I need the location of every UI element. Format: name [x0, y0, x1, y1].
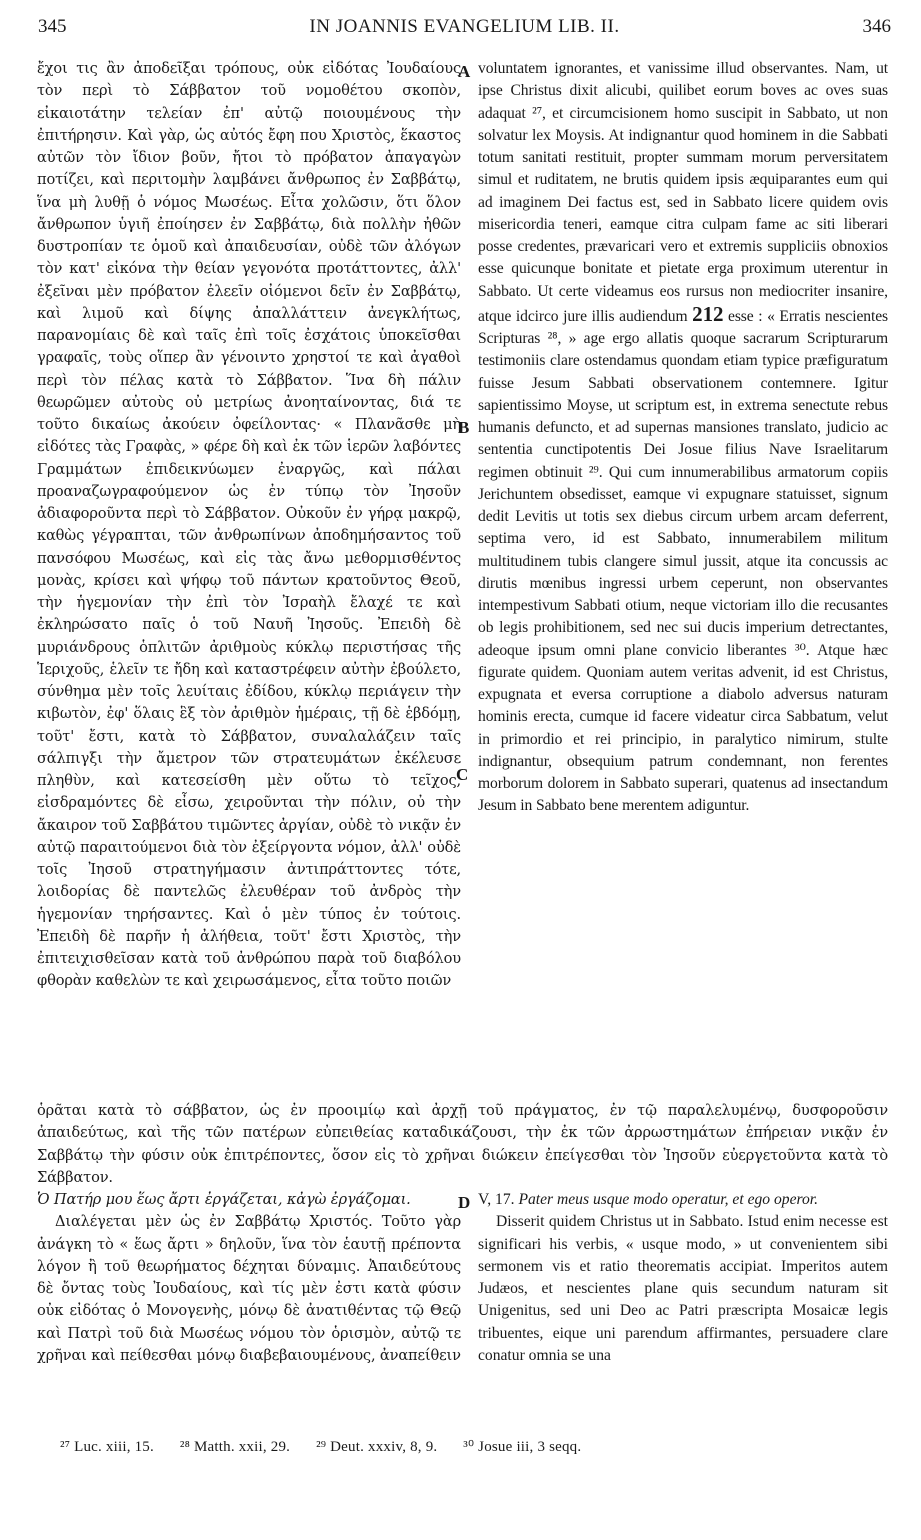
- page-number-left: 345: [38, 16, 67, 37]
- latin-text-lower: Disserit quidem Christus ut in Sabbato. Istud enim necesse est significari his verbis, « usque modo, » ut convenientem sibi sermonem vis et ratio theorematis accipiat. Imperitos autem Judæos, et nescientes plane quis secundum naturam sit Unigenitus, sed uni Deo ac Patri præscripta Mosaicæ legis tribuentes, eique uni parendum affirmantes, persuadere clare conatur omnia se una: [478, 1213, 888, 1364]
- latin-column-lower: [478, 1189, 888, 1367]
- greek-column-lower: [37, 1189, 461, 1367]
- latin-text-upper: [478, 58, 888, 818]
- greek-column-upper: [37, 58, 461, 1098]
- running-title: IN JOANNIS EVANGELIUM LIB. II.: [309, 16, 620, 37]
- margin-letter-c: C: [456, 765, 469, 784]
- latin-lemma-ref: V, 17.: [478, 1191, 515, 1208]
- margin-letter-d: D: [458, 1193, 471, 1212]
- footnotes: [60, 1437, 603, 1456]
- footnote-29: ²⁹ Deut. xxxiv, 8, 9.: [316, 1439, 438, 1455]
- greek-lemma: Ὁ Πατήρ μου ἕως ἄρτι ἐργάζεται, κἀγὼ ἐργάζομαι.: [37, 1191, 411, 1208]
- column-number: 212: [692, 301, 724, 326]
- greek-text-upper: ἔχοι τις ἂν ἀποδεῖξαι τρόπους, οὐκ εἰδότας Ἰουδαίους τὸν περὶ τὸ Σάββατον τοῦ νομοθέτου σκοπὸν, εἰκαιοτάτην τελείαν ἐπ' αὐτῷ ποιουμένους τὴν ἐπιτήρησιν. Καὶ γὰρ, ὡς αὐτός ἔφη που Χριστὸς, ἕκαστος αὐτῶν τὸν ἴδιον βοῦν, ἤτοι τὸ πρόβατον ἀπαγαγὼν ποτίζει, καὶ περιτομὴν λαμβάνει ἄνθρωπος ἐν Σαββάτῳ, ἵνα μὴ λυθῇ ὁ νόμος Μωσέως. Εἶτα χολῶσιν, ὅτι ὅλον ἄνθρωπον ὑγιῆ ἐποίησεν ἐν Σαββάτῳ, διὰ πολλὴν ἠθῶν δυστροπίαν τε ὁμοῦ καὶ ἀπαιδευσίαν, οὐδὲ τῶν ἀλόγων τὸν κατ' εἰκόνα τὴν θείαν γεγονότα προτάττοντες, ἀλλ' ἐξεῖναι μὲν πρόβατον ἐλεεῖν οἰόμενοι δεῖν ἐν Σαββάτῳ, καὶ λιμοῦ καὶ δίψης ἀπαλλάττειν ἀνεγκλήτως, παρανομίαις δὲ καὶ ταῖς ἐπὶ τοῖς ἐσχάτοις ὑποκεῖσθαι γραφαῖς, τοὺς οἵπερ ἂν γένοιντο χρηστοί τε καὶ ἀγαθοὶ περὶ τὸν πέλας κατὰ τὸ Σάββατον. Ἵνα δὴ πάλιν θεωρῶμεν αὐτοὺς οὐ μετρίως ἀνοηταίνοντας, διά τε τοῦτο δικαίως ἀκούειν ὀφείλοντας· « Πλανᾶσθε μὴ εἰδότες τὰς Γραφὰς, » φέρε δὴ καὶ ἐκ τῶν ἱερῶν λαβόντες Γραμμάτων ἐπιδεικνύωμεν ἐναργῶς, καὶ πάλαι προαναζωγραφούμενον ὡς ἐν τύπῳ τὸν Ἰησοῦν ἀδιαφοροῦντα περὶ τὸ Σάββατον. Οὐκοῦν ἐν γήρᾳ μακρῷ, καθὼς γέγραπται, τῶν ἀνθρωπίνων ἀποδημήσαντος τοῦ πανσόφου Μωσέως, καὶ εἰς τὰς ἄνω μεθορμισθέντος μονὰς, κρίσει καὶ ψήφῳ τοῦ πάντων κρατοῦντος Θεοῦ, τὴν ἡγεμονίαν τὴν ἐπὶ τὸν Ἰσραὴλ ἔλαχέ τε καὶ ἐκληρώσατο παῖς ὁ τοῦ Ναυῆ Ἰησοῦς. Ἐπειδὴ δὲ μυριάνδρους ὁπλιτῶν ἀριθμοὺς κύκλῳ περιστήσας τῆς Ἱεριχοῦς, ἑλεῖν τε ἤδη καὶ καταστρέφειν αὐτὴν ἐβούλετο, σύνθημα μὲν τοῖς λευίταις ἐδίδου, κύκλῳ περιάγειν τὴν κιβωτὸν, ἐφ' ὅλαις ἓξ τὸν ἀριθμὸν ἡμέραις, τῇ δὲ ἑβδόμῃ, τοῦτ' ἔστι, κατὰ τὸ Σάββατον, συναλαλάζειν ταῖς σάλπιγξι τὴν ἄμετρον τῶν στρατευμάτων ἐκέλευσε πληθὺν, καὶ κατεσείσθη μὲν οὕτω τὸ τεῖχος, εἰσδραμόντες δὲ εἶσω, χειροῦνται τὴν πόλιν, οὐ τὴν ἄκαιρον τοῦ Σαββάτου τιμῶντες ἀργίαν, οὐδὲ τὸ νικᾷν ἐν αὐτῷ παραιτούμενοι διὰ τὸν ἐξείργοντα νόμον, ἀλλ' οὐδὲ τοῖς Ἰησοῦ στρατηγήμασιν ἀντιπράττοντες τότε, λοιδορίας δὲ παντελῶς ἐλευθέραν τοῦ ἀνδρὸς τὴν ἡγεμονίαν τηρήσαντες. Καὶ ὁ μὲν τύπος ἐν τούτοις. Ἐπειδὴ δὲ παρῆν ἡ ἀλήθεια, τοῦτ' ἔστι Χριστὸς, τὴν ἐπιτειχισθεῖσαν κατὰ τοῦ ἀνθρώπου παρὰ τοῦ διαβόλου φθορὰν καθελὼν τε καὶ χειρωσάμενος, εἶτα τοῦτο ποιῶν: [37, 60, 461, 990]
- latin-column-upper: [478, 58, 888, 1108]
- greek-text-lower: Διαλέγεται μὲν ὡς ἐν Σαββάτῳ Χριστός. Τοῦτο γὰρ ἀνάγκη τὸ « ἕως ἄρτι » δηλοῦν, ἵνα τὸν ἑαυτῇ πρέποντα λόγον ἢ τοῦ θεωρήματος δέχηται δύναμις. Ἀπαιδεύτους δὲ ὄντας τοὺς Ἰουδαίους, καὶ τίς μὲν ἐστι κατὰ φύσιν οὐκ εἰδότας ὁ Μονογενὴς, μόνῳ δὲ ἀνατιθέντας τῷ Θεῷ καὶ Πατρὶ τοῦ διὰ Μωσέως νόμου τὸν ὁρισμὸν, αὐτῷ τε χρῆναι καὶ πείθεσθαι μόνῳ διαβεβαιουμένους, ἀναπείθειν: [37, 1213, 461, 1364]
- margin-letter-b: B: [458, 418, 470, 437]
- greek-text-wide: [37, 1100, 888, 1189]
- running-head: [38, 8, 891, 44]
- latin-text-part-a: voluntatem ignorantes, et vanissime illud observantes. Nam, ut ipse Christus dixit alicubi, quilibet eorum boves ac oves suas adaquat ²⁷, et circumcisionem homo suscipit in Sabbato, ut non solvatur lex Moysis. At indignantur quod hominem in die Sabbati totum sanitati restituit, propter summam morum perversitatem simul et ruditatem, ne brutis quidem ipsis æquiparantes eum qui ad imaginem Dei factus est, sed in Sabbato licere quidem ovis misericordia teneri, eamque citra culpam fame ac siti liberari posse credentes, prævaricari vero et extremis suppliciis obnoxios esse quicunque bonitate et pietate erga proximum uterentur in Sabbato. Ut certe videamus eos rursus non mediocriter insanire, atque idcirco jure illis audiendum: [478, 60, 888, 325]
- greek-wide-paragraph: ὁρᾶται κατὰ τὸ σάββατον, ὡς ἐν προοιμίῳ καὶ ἀρχῇ τοῦ πράγματος, ἐν τῷ παραλελυμένῳ, δυσφοροῦσιν ἀπαιδεύτως, καὶ τῆς τῶν πατέρων εὐπειθείας καταδικάζουσι, τὴν ἐκ τῶν ἀρρωστημάτων ἐπήρειαν νικᾷν ἐν Σαββάτῳ τὴν φύσιν οὐκ ἐπιτρέποντες, ὅσον εἰς τὸ χρῆναι διώκειν ἐπείγεσθαι τὸν Ἰησοῦν εὐεργετοῦντα κατὰ τὸ Σάββατον.: [37, 1102, 888, 1186]
- latin-lemma: Pater meus usque modo operatur, et ego operor.: [518, 1191, 819, 1208]
- latin-text-part-b: esse : « Erratis nescientes Scripturas ²⁸, » age ergo allatis quoque sacrarum Scripturarum testimoniis clare ostendamus quondam etiam typice præfiguratum fuisse Jesum Sabbati observationem contemnere. Igitur sapientissimo Moyse, ut scriptum est, in extrema senectute rebus humanis defuncto, et ad supernas mansiones translato, judicio ac sententia cunctipotentis Dei Josue filius Nave Israelitarum regimen obtinuit ²⁹. Qui cum innumerabilibus armatorum copiis Jerichuntem obsedisset, eamque vi expugnare statuisset, signum dedit Levitis ut totis sex diebus circum urbem arcam deferrent, septima vero, id est Sabbato, innumerabilem militum multitudinem tubis clangere simul jussit, atque ita concussis ac dirutis mœnibus ingressi urbem ceperunt, non observantes intempestivum Sabbati otium, neque victoriam illo die recusantes ob legis prohibitionem, sed nec sui ducis imperium detrectantes, adeoque ipsum omni plane convicio liberantes ³⁰. Atque hæc figurate quidem. Quoniam autem veritas advenit, id est Christus, expugnata et eversa corruptione a diabolo adversus naturam hominis erecta, cumque id facere videatur circa Sabbatum, velut in primordio et rei principio, in paralytico nimirum, stulte indignantur, obsequium patrum condemnant, non ferentes morborum dolorem in Sabbato superari, quatenus ad insectandum Jesum in Sabbato bene merentem adiguntur.: [478, 307, 888, 815]
- margin-letter-a: A: [458, 62, 471, 81]
- latin-lemma-block: [478, 1189, 888, 1211]
- page-number-right: 346: [862, 16, 891, 37]
- footnote-30: ³⁰ Josue iii, 3 seqq.: [463, 1439, 582, 1455]
- footnote-28: ²⁸ Matth. xxii, 29.: [179, 1439, 291, 1455]
- footnote-27: ²⁷ Luc. xiii, 15.: [60, 1439, 154, 1455]
